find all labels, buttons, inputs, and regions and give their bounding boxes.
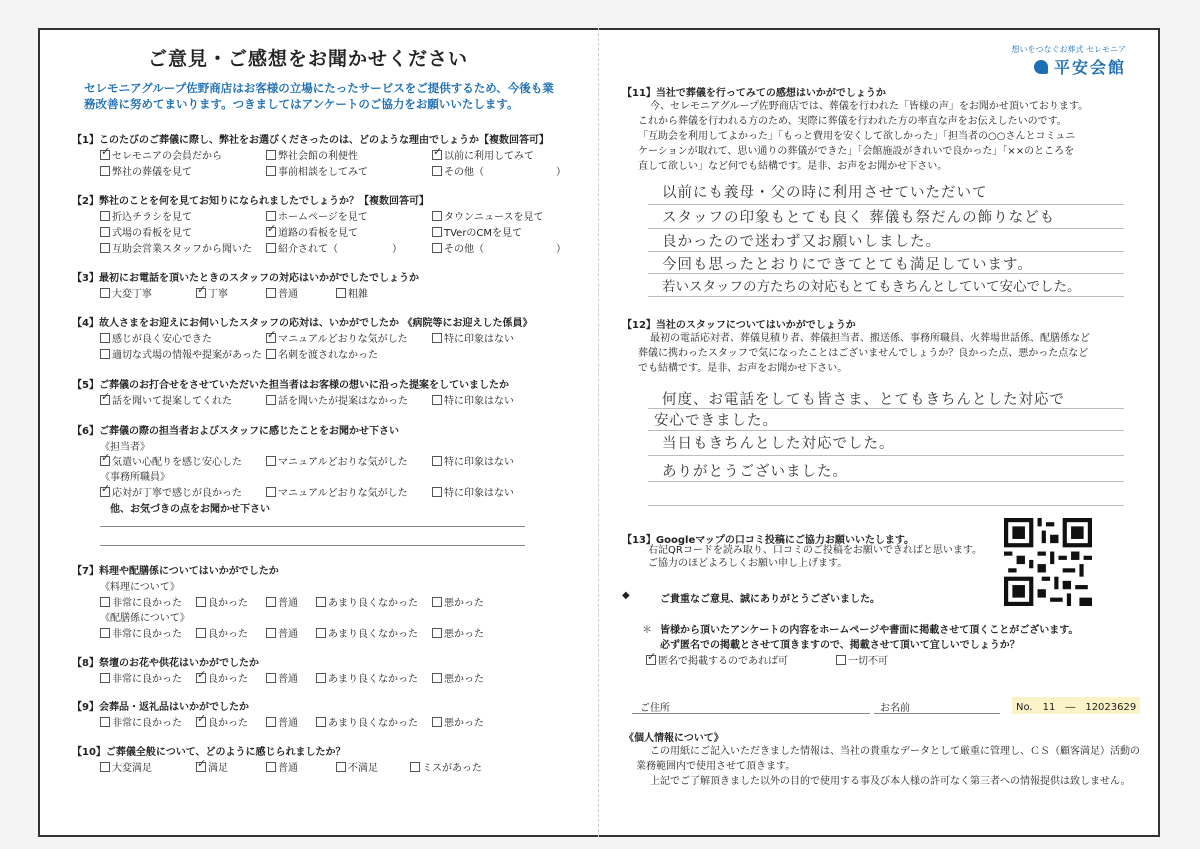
q3-option[interactable]: 普通	[266, 285, 298, 300]
answer-line	[648, 296, 1124, 297]
q6-sub-staff: 《担当者》	[100, 442, 150, 453]
q2-option[interactable]: 式場の看板を見て	[100, 224, 192, 239]
q9-option[interactable]: ✓ 良かった	[196, 714, 248, 729]
q1-option[interactable]: 事前相談をしてみて	[266, 163, 368, 178]
publish-anonymous-option[interactable]: ✓匿名で掲載するのであれば可	[646, 652, 788, 667]
q11-label: 【11】当社で葬儀を行ってみての感想はいかがでしょうか	[622, 88, 886, 99]
logo-tagline: 想いをつなぐお葬式 セレモニア	[1011, 45, 1126, 54]
name-label: お名前	[880, 703, 910, 714]
company-logo	[1011, 44, 1126, 78]
q12-label: 【12】当社のスタッフについてはいかがでしょうか	[622, 320, 856, 331]
q10-option[interactable]: ミスがあった	[410, 759, 482, 774]
answer-line	[648, 251, 1124, 252]
q12-answer-line[interactable]: 安心できました。	[654, 413, 778, 429]
q6-sub-office: 《事務所職員》	[100, 472, 170, 483]
q10-label: 【10】ご葬儀全般について、どのように感じられましたか？	[72, 747, 346, 758]
q3-option[interactable]: 大変丁寧	[100, 285, 152, 300]
q7-option[interactable]: 悪かった	[432, 625, 484, 640]
q2-option[interactable]: ホームページを見て	[266, 208, 368, 223]
q11-answer-line[interactable]: 若いスタッフの方たちの対応もとてもきちんとしていて安心でした。	[662, 279, 1081, 295]
q3-option[interactable]: ✓ 丁寧	[196, 285, 228, 300]
q2-option[interactable]: 紹介されて（	[266, 240, 338, 255]
q2-option[interactable]: タウンニュースを見て	[432, 208, 544, 223]
q2-option[interactable]: TVerのCMを見て	[432, 224, 522, 239]
q9-label: 【9】会葬品・返礼品はいかがでしたか	[72, 702, 249, 713]
q13-label: 【13】Googleマップの口コミ投稿にご協力お願いいたします。	[622, 535, 915, 546]
q1-option[interactable]: 弊社会館の利便性	[266, 147, 358, 162]
q10-option[interactable]: ✓ 満足	[196, 759, 228, 774]
qr-code-icon[interactable]	[1004, 518, 1092, 606]
q3-option[interactable]: 粗雑	[336, 285, 368, 300]
q1-label: 【1】このたびのご葬儀に際し、弊社をお選びくださったのは、どのような理由でしょうか【複数回答可】	[72, 135, 549, 146]
q5-option[interactable]: ✓話を聞いて提案してくれた	[100, 392, 232, 407]
q6-label: 【6】ご葬儀の際の担当者およびスタッフに感じたことをお聞かせ下さい	[72, 426, 399, 437]
q5-label: 【5】ご葬儀のお打合せをさせていただいた担当者はお客様の想いに沿った提案をしていましたか	[72, 380, 509, 391]
privacy-title: 《個人情報について》	[624, 733, 724, 744]
q11-answer-line[interactable]: 良かったので迷わず又お願いしました。	[662, 234, 941, 250]
comment-line[interactable]	[100, 526, 525, 527]
q8-option[interactable]: ✓ 良かった	[196, 670, 248, 685]
q8-option[interactable]: あまり良くなかった	[316, 670, 418, 685]
q7-sub-food: 《料理について》	[100, 582, 180, 593]
answer-line	[648, 204, 1124, 205]
q10-option[interactable]: 大変満足	[100, 759, 152, 774]
answer-line	[648, 273, 1124, 274]
q7-option[interactable]: 悪かった	[432, 594, 484, 609]
q2-close-paren: ）	[392, 244, 402, 255]
q4-option[interactable]: 感じが良く安心できた	[100, 330, 212, 345]
q8-option[interactable]: 普通	[266, 670, 298, 685]
q12-answer-line[interactable]: ありがとうございました。	[662, 464, 848, 480]
q3-label: 【3】最初にお電話を頂いたときのスタッフの対応はいかがでしたでしょうか	[72, 273, 419, 284]
q2-option[interactable]: ✓ 道路の看板を見て	[266, 224, 358, 239]
q4-label: 【4】故人さまをお迎えにお伺いしたスタッフの応対は、いかがでしたか 《病院等にお迎えした係員》	[72, 318, 533, 329]
q4-option[interactable]: 適切な式場の情報や提案があった	[100, 346, 262, 361]
name-field[interactable]	[874, 713, 1000, 714]
q7-option[interactable]: 普通	[266, 594, 298, 609]
q7-sub-servers: 《配膳係について》	[100, 613, 190, 624]
privacy-text: この用紙にご記入いただきました情報は、当社の貴重なデータとして厳重に管理し、ＣＳ（顧客満足）活動の 業務範囲内で使用させて頂きます。 上記でご了解頂きました以外の目的で使用する事及び本人様の許可なく第三者への情報提供は致しません。	[636, 746, 1140, 787]
q8-option[interactable]: 悪かった	[432, 670, 484, 685]
q7-option[interactable]: あまり良くなかった	[316, 594, 418, 609]
q8-option[interactable]: 非常に良かった	[100, 670, 182, 685]
q11-answer-line[interactable]: スタッフの印象もとても良く 葬儀も祭だんの飾りなども	[662, 210, 1056, 226]
q1-option[interactable]: ✓セレモニアの会員だから	[100, 147, 222, 162]
fold-line	[598, 28, 599, 837]
q11-answer-line[interactable]: 今回も思ったとおりにできてとても満足しています。	[662, 257, 1033, 273]
q9-option[interactable]: 悪かった	[432, 714, 484, 729]
q4-option[interactable]: 名刺を渡されなかった	[266, 346, 378, 361]
q1-option[interactable]: その他（	[432, 163, 484, 178]
q4-option[interactable]: 特に印象はない	[432, 330, 514, 345]
address-field[interactable]	[632, 713, 870, 714]
q1-option[interactable]: 弊社の葬儀を見て	[100, 163, 192, 178]
q7-option[interactable]: 非常に良かった	[100, 625, 182, 640]
answer-line	[648, 228, 1124, 229]
q9-option[interactable]: 普通	[266, 714, 298, 729]
q2-option[interactable]: 折込チラシを見て	[100, 208, 192, 223]
answer-line	[648, 481, 1124, 482]
logo-name: 平安会館	[1053, 58, 1126, 77]
q9-option[interactable]: 非常に良かった	[100, 714, 182, 729]
publish-line2: 必ず匿名での掲載とさせて頂きますので、掲載させて頂いて宜しいでしょうか？	[660, 640, 1020, 651]
q12-answer-line[interactable]: 当日もきちんとした対応でした。	[662, 436, 895, 452]
q7-label: 【7】料理や配膳係についてはいかがでしたか	[72, 566, 279, 577]
q11-answer-line[interactable]: 以前にも義母・父の時に利用させていただいて	[662, 185, 988, 201]
thanks-diamond-icon: ◆	[622, 590, 630, 601]
answer-line	[648, 408, 1124, 409]
q13-text: 右記QRコードを読み取り、口コミのご投稿をお願いできればと思います。 ご協力のほどよろしくお願い申し上げます。	[648, 545, 983, 569]
q4-option[interactable]: ✓ マニュアルどおりな気がした	[266, 330, 408, 345]
q7-option[interactable]: 良かった	[196, 625, 248, 640]
q7-option[interactable]: 普通	[266, 625, 298, 640]
q1-option[interactable]: ✓ 以前に利用してみて	[432, 147, 534, 162]
survey-number: No. 11 ― 12023629	[1012, 697, 1140, 714]
q8-label: 【8】祭壇のお花や供花はいかがでしたか	[72, 658, 259, 669]
intro-text: セレモニアグループ佐野商店はお客様の立場にたったサービスをご提供するため、今後も業務改善に努めてまいります。つきましてはアンケートのご協力をお願いいたします。	[84, 81, 554, 111]
comment-line[interactable]	[100, 545, 525, 546]
address-label: ご住所	[640, 703, 670, 714]
logo-mark-icon	[1034, 60, 1048, 74]
q12-answer-line[interactable]: 何度、お電話をしても皆さま、とてもきちんとした対応で	[662, 392, 1065, 408]
q6-option[interactable]: 特に印象はない	[432, 484, 514, 499]
q6-option[interactable]: ✓応対が丁寧で感じが良かった	[100, 484, 242, 499]
q11-text: 今、セレモニアグループ佐野商店では、葬儀を行われた「皆様の声」をお聞かせ頂いております。 これから葬儀を行われる方のため、実際に葬儀を行われた方の率直な声をお伝えしたいのです。 「互助会を利用してよかった」「もっと費用を安くして欲しかった」「担当者の○○さんとコミュニ ケーションが取れて、思い通りの葬儀ができた」「会館施設がきれいで良かった」「××のところを 直して欲しい」など何でも結構です。是非、お声をお聞かせ下さい。	[638, 101, 1089, 172]
answer-line	[648, 455, 1124, 456]
q7-option[interactable]: 良かった	[196, 594, 248, 609]
publish-line1: 皆様から頂いたアンケートの内容をホームページや書面に掲載させて頂くことがございます。	[660, 625, 1079, 636]
publish-refuse-option[interactable]: 一切不可	[836, 652, 888, 667]
q2-label: 【2】弊社のことを何を見てお知りになられましたでしょうか？【複数回答可】	[72, 196, 429, 207]
q9-option[interactable]: あまり良くなかった	[316, 714, 418, 729]
q2-close-paren: ）	[556, 244, 566, 255]
answer-line	[648, 430, 1124, 431]
page-title: ご意見・ご感想をお聞かせください	[148, 48, 469, 70]
q6-option[interactable]: マニュアルどおりな気がした	[266, 484, 408, 499]
q10-option[interactable]: 普通	[266, 759, 298, 774]
q7-option[interactable]: あまり良くなかった	[316, 625, 418, 640]
q12-text: 最初の電話応対者、葬儀見積り者、葬儀担当者、搬送係、事務所職員、火葬場世話係、配膳係など 葬儀に携わったスタッフで気になったことはございませんでしょうか？良かった点、悪かった点など でも結構です。是非、お声をお聞かせ下さい。	[638, 333, 1090, 374]
asterisk-icon: ＊	[642, 625, 652, 636]
q6-option[interactable]: 特に印象はない	[432, 453, 514, 468]
q2-option[interactable]: 互助会営業スタッフから聞いた	[100, 240, 252, 255]
q5-option[interactable]: 特に印象はない	[432, 392, 514, 407]
q1-close-paren: ）	[556, 167, 566, 178]
answer-line	[648, 505, 1124, 506]
q6-option[interactable]: ✓気遣い心配りを感じ安心した	[100, 453, 242, 468]
q10-option[interactable]: 不満足	[336, 759, 378, 774]
q5-option[interactable]: 話を聞いたが提案はなかった	[266, 392, 408, 407]
q6-option[interactable]: マニュアルどおりな気がした	[266, 453, 408, 468]
thanks-text: ご貴重なご意見、誠にありがとうございました。	[660, 594, 880, 605]
q7-option[interactable]: 非常に良かった	[100, 594, 182, 609]
q6-other-label: 他、お気づきの点をお聞かせ下さい	[110, 504, 270, 515]
q2-option[interactable]: その他（	[432, 240, 484, 255]
